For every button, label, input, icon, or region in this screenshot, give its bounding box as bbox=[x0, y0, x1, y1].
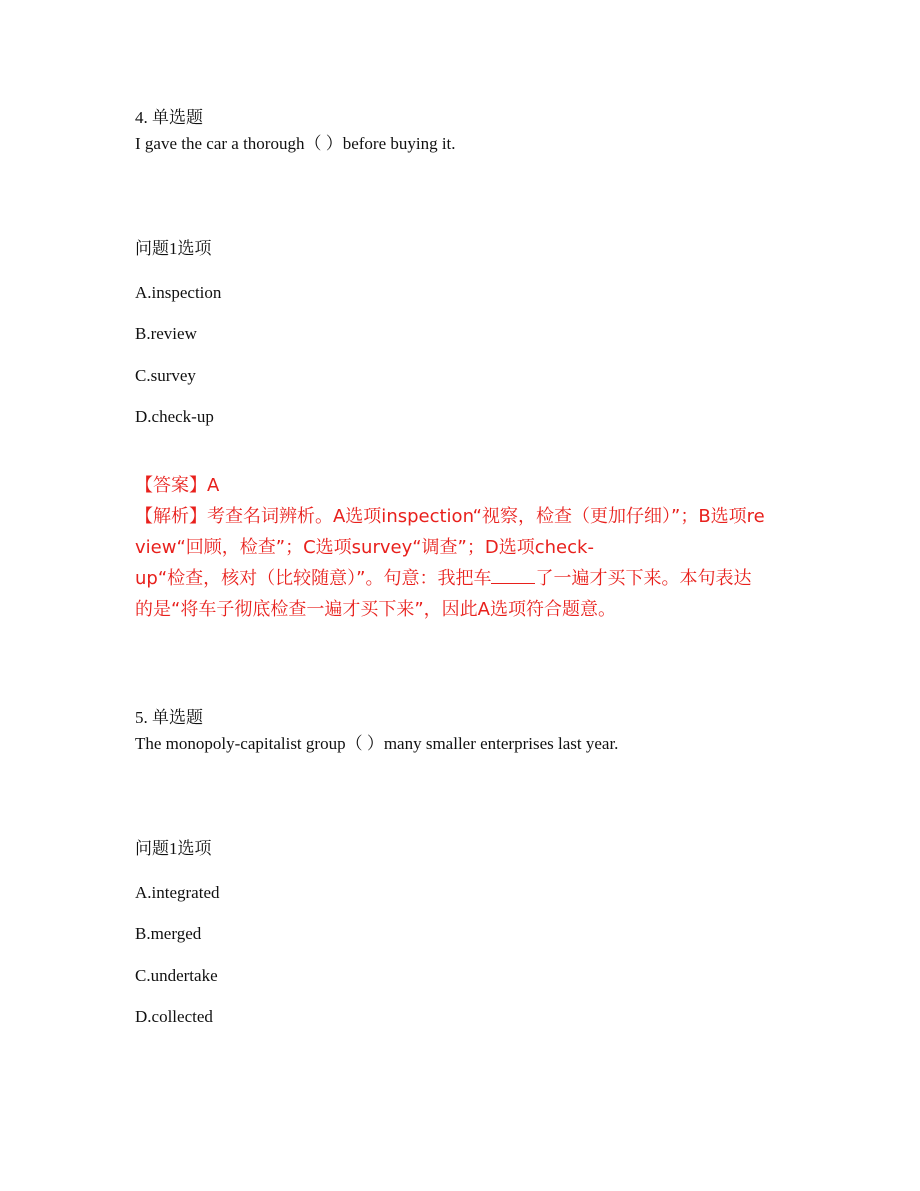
options-subtitle: 问题1选项 bbox=[135, 839, 212, 858]
answer-analysis bbox=[135, 470, 785, 625]
answer-line: 【答案】A bbox=[135, 475, 220, 496]
analysis-line: 【解析】考查名词辨析。A选项inspection“视察，检查（更加仔细）”；B选项re bbox=[135, 506, 765, 527]
analysis-text: up“检查，核对（比较随意）”。句意：我把车 bbox=[135, 568, 492, 589]
question-5 bbox=[135, 707, 795, 755]
option-a: A.inspection bbox=[135, 283, 222, 302]
option-b: B.merged bbox=[135, 924, 202, 943]
question-header: 4. 单选题 bbox=[135, 108, 203, 127]
option-b: B.review bbox=[135, 324, 197, 343]
option-c: C.undertake bbox=[135, 966, 218, 985]
analysis-text: 了一遍才买下来。本句表达 bbox=[535, 568, 752, 589]
analysis-line: view“回顾，检查”；C选项survey“调查”；D选项check- bbox=[135, 537, 594, 558]
question-4 bbox=[135, 107, 795, 155]
option-a: A.integrated bbox=[135, 883, 220, 902]
fill-blank bbox=[491, 565, 535, 584]
question-stem: The monopoly-capitalist group（ ）many smaller enterprises last year. bbox=[135, 734, 619, 753]
analysis-line: 的是“将车子彻底检查一遍才买下来”，因此A选项符合题意。 bbox=[135, 599, 616, 620]
question-stem: I gave the car a thorough（ ）before buying it. bbox=[135, 134, 456, 153]
option-d: D.check-up bbox=[135, 407, 214, 426]
options-subtitle: 问题1选项 bbox=[135, 239, 212, 258]
option-c: C.survey bbox=[135, 366, 196, 385]
question-header: 5. 单选题 bbox=[135, 708, 203, 727]
analysis-line bbox=[135, 563, 785, 594]
option-d: D.collected bbox=[135, 1007, 213, 1026]
